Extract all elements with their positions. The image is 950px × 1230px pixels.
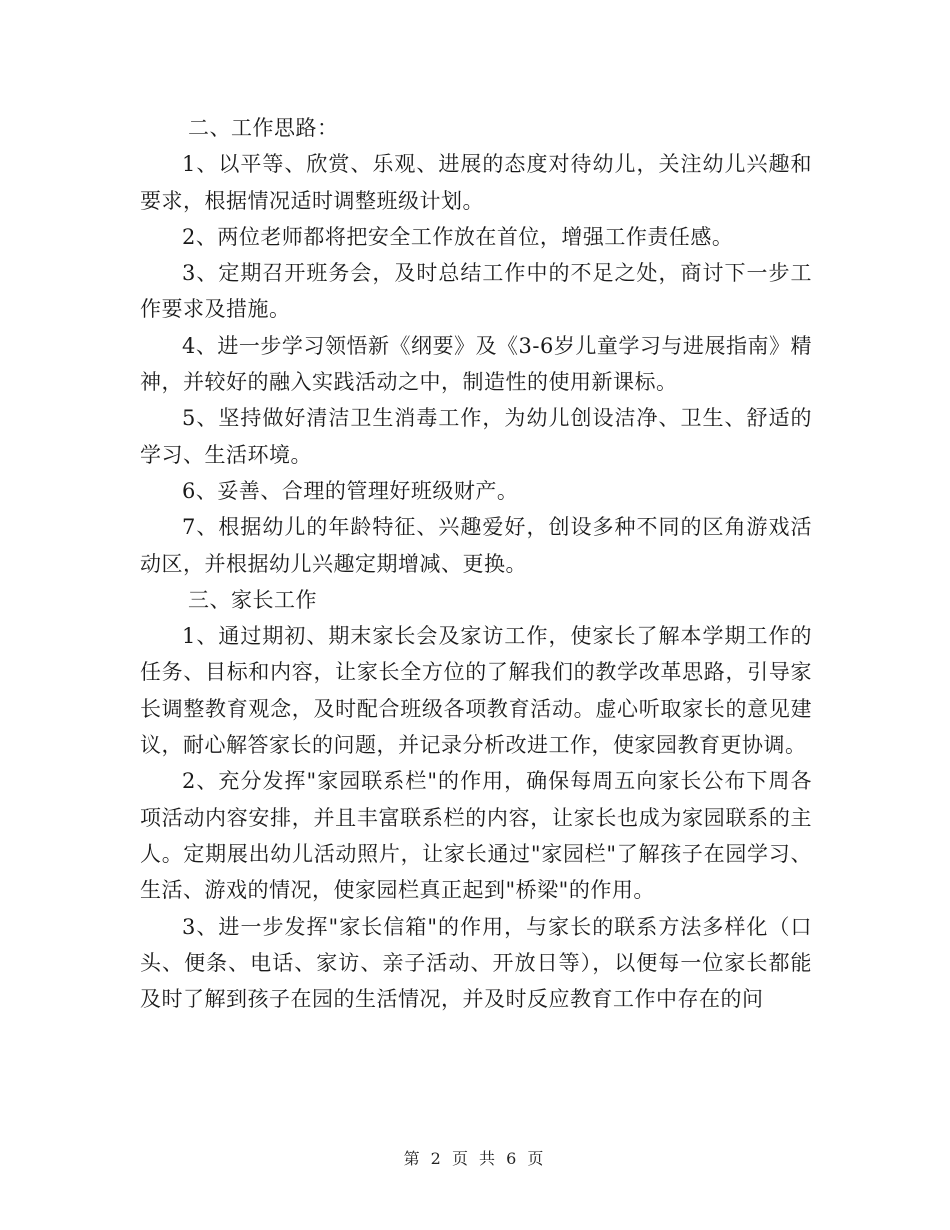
section-heading-parent-work: 三、家长工作 xyxy=(188,587,317,612)
paragraph-item: 3、进一步发挥"家长信箱"的作用，与家长的联系方法多样化（口头、便条、电话、家访、亲子活动、开放日等），以便每一位家长都能及时了解到孩子在园的生活情况，并及时反应教育工作中存在的问 xyxy=(140,914,812,1012)
paragraph-item: 4、进一步学习领悟新《纲要》及《3-6岁儿童学习与进展指南》精神，并较好的融入实践活动之中，制造性的使用新课标。 xyxy=(140,333,812,395)
paragraph-item: 5、坚持做好清洁卫生消毒工作，为幼儿创设洁净、卫生、舒适的学习、生活环境。 xyxy=(140,406,812,467)
document-body xyxy=(140,110,812,1017)
paragraph-item: 1、通过期初、期末家长会及家访工作，使家长了解本学期工作的任务、目标和内容，让家长全方位的了解我们的教学改革思路，引导家长调整教育观念，及时配合班级各项教育活动。虚心听取家长的意见建议，耐心解答家长的问题，并记录分析改进工作，使家园教育更协调。 xyxy=(140,624,812,758)
paragraph-item: 2、充分发挥"家园联系栏"的作用，确保每周五向家长公布下周各项活动内容安排，并且丰富联系栏的内容，让家长也成为家园联系的主人。定期展出幼儿活动照片，让家长通过"家园栏"了解孩子在园学习、生活、游戏的情况，使家园栏真正起到"桥梁"的作用。 xyxy=(140,769,812,903)
section-heading-work-ideas: 二、工作思路： xyxy=(188,116,339,140)
paragraph-item: 1、以平等、欣赏、乐观、进展的态度对待幼儿，关注幼儿兴趣和要求，根据情况适时调整班级计划。 xyxy=(140,152,812,213)
page-number-footer: 第 2 页 共 6 页 xyxy=(403,1149,547,1168)
paragraph-item: 7、根据幼儿的年龄特征、兴趣爱好，创设多种不同的区角游戏活动区，并根据幼儿兴趣定期增减、更换。 xyxy=(140,515,812,576)
paragraph-item: 3、定期召开班务会，及时总结工作中的不足之处，商讨下一步工作要求及措施。 xyxy=(140,261,812,322)
paragraph-item: 6、妥善、合理的管理好班级财产。 xyxy=(182,478,519,503)
paragraph-item: 2、两位老师都将把安全工作放在首位，增强工作责任感。 xyxy=(182,224,734,249)
